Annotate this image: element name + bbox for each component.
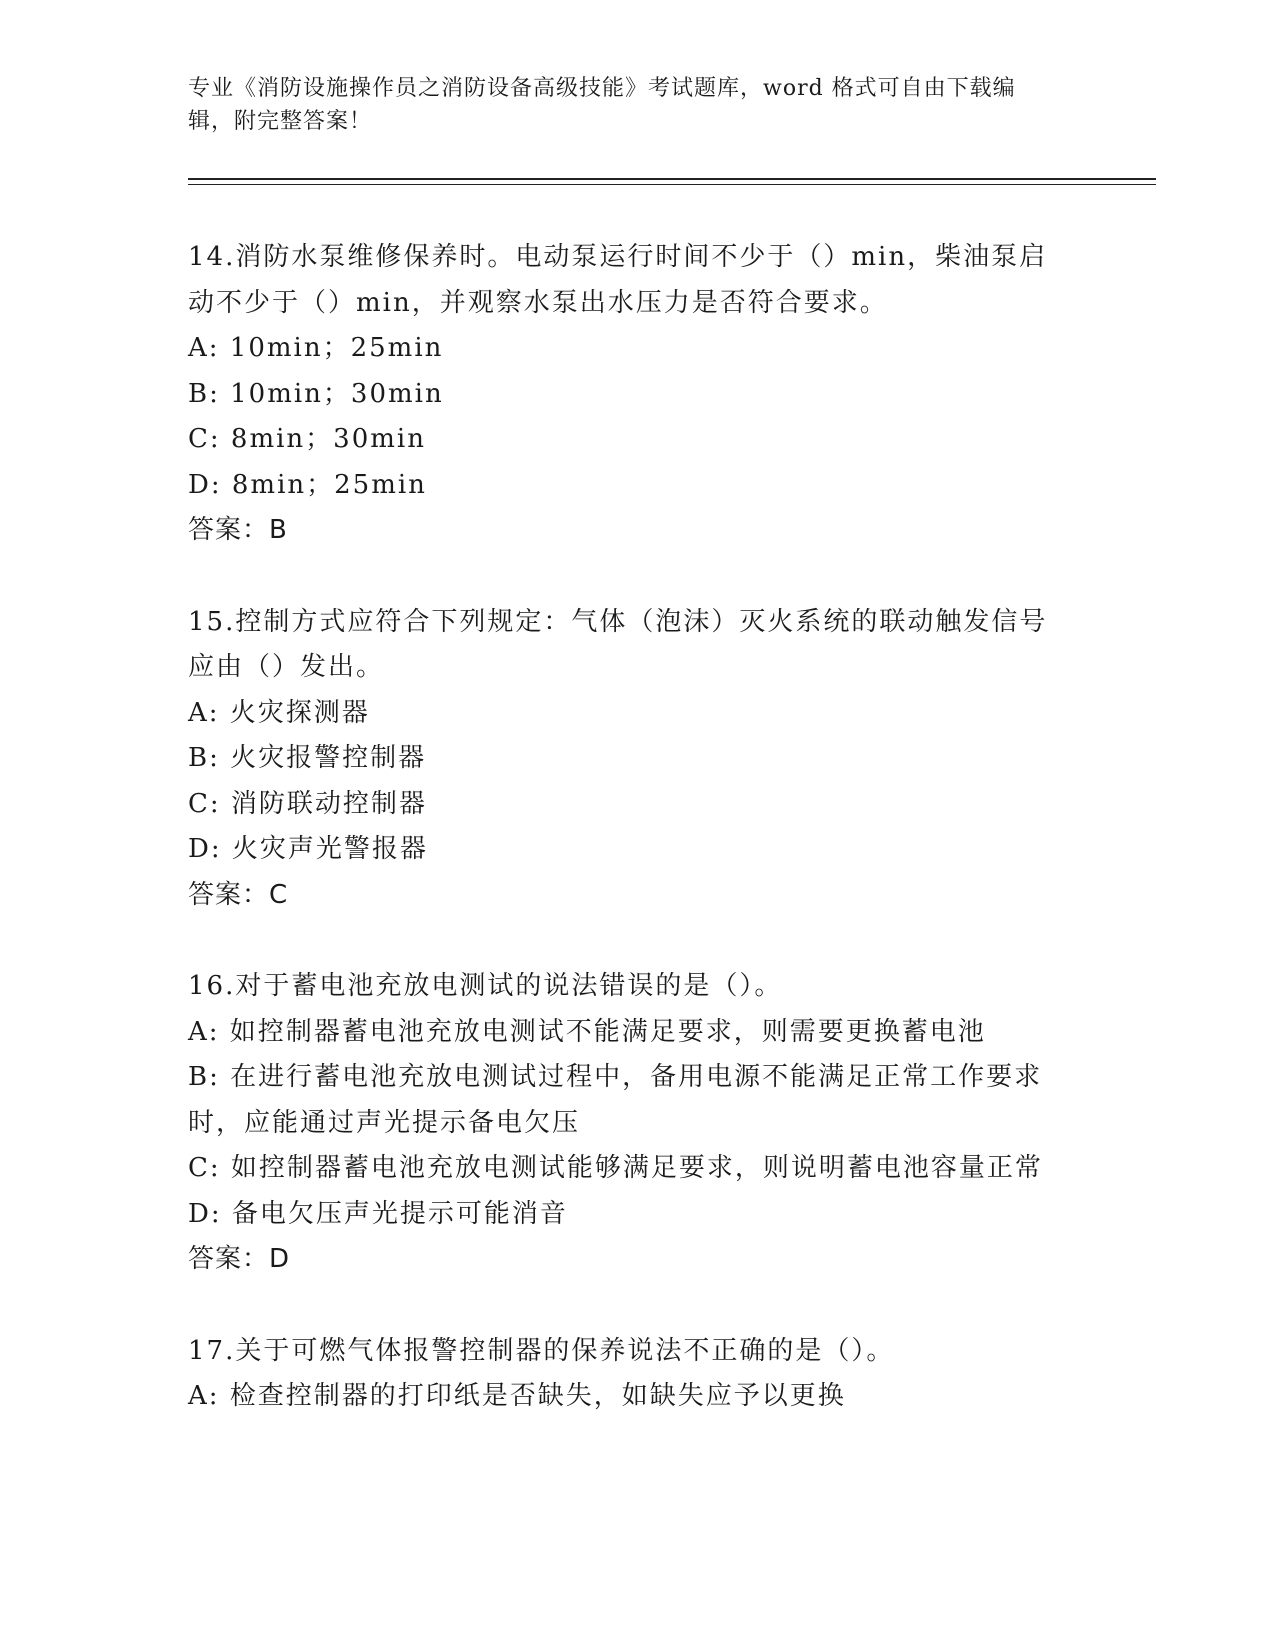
question-stem: 16.对于蓄电池充放电测试的说法错误的是（）。 <box>188 971 783 1001</box>
answer-line: 答案：B <box>188 515 288 545</box>
option-b: B: 在进行蓄电池充放电测试过程中，备用电源不能满足正常工作要求 <box>188 1062 1043 1092</box>
header-line-1: 专业《消防设施操作员之消防设备高级技能》考试题库，word 格式可自由下载编 <box>188 76 1016 101</box>
option-a: A: 10min；25min <box>188 333 444 363</box>
option-d: D: 备电欠压声光提示可能消音 <box>188 1198 568 1229</box>
question-stem: 动不少于（）min，并观察水泵出水压力是否符合要求。 <box>188 287 888 318</box>
header-divider-thick <box>188 178 1156 180</box>
question-16 <box>188 964 1088 1283</box>
question-14 <box>188 235 1088 554</box>
option-d: D: 火灾声光警报器 <box>188 834 428 864</box>
answer-line: 答案：C <box>188 879 289 910</box>
question-stem: 14.消防水泵维修保养时。电动泵运行时间不少于（）min，柴油泵启 <box>188 242 1048 272</box>
question-list <box>188 235 1088 1466</box>
header-divider-thin <box>188 184 1156 185</box>
option-c: C: 8min；30min <box>188 424 426 454</box>
question-15 <box>188 600 1088 919</box>
question-stem: 应由（）发出。 <box>188 652 385 682</box>
option-a: A: 火灾探测器 <box>188 697 370 728</box>
option-b: B: 10min；30min <box>188 378 444 409</box>
option-b: B: 火灾报警控制器 <box>188 743 427 773</box>
option-b-continued: 时，应能通过声光提示备电欠压 <box>188 1107 581 1138</box>
question-17 <box>188 1329 1088 1420</box>
option-c: C: 消防联动控制器 <box>188 788 427 819</box>
document-header <box>188 72 1068 138</box>
answer-line: 答案：D <box>188 1244 291 1274</box>
option-c: C: 如控制器蓄电池充放电测试能够满足要求，则说明蓄电池容量正常 <box>188 1153 1043 1183</box>
option-d: D: 8min；25min <box>188 469 427 500</box>
question-stem: 15.控制方式应符合下列规定：气体（泡沫）灭火系统的联动触发信号 <box>188 606 1048 637</box>
question-stem: 17.关于可燃气体报警控制器的保养说法不正确的是（）。 <box>188 1335 895 1366</box>
header-line-2: 辑，附完整答案！ <box>188 109 373 134</box>
option-a: A: 检查控制器的打印纸是否缺失，如缺失应予以更换 <box>188 1381 846 1411</box>
option-a: A: 如控制器蓄电池充放电测试不能满足要求，则需要更换蓄电池 <box>188 1016 986 1047</box>
